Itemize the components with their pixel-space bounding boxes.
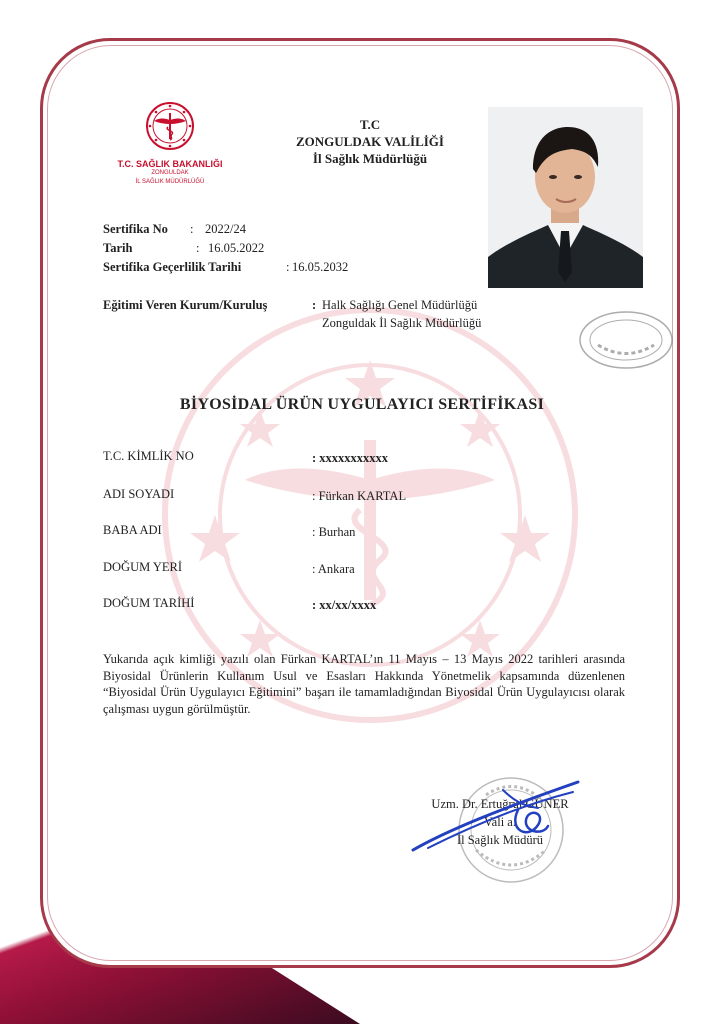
issuer-header (270, 116, 470, 167)
validity-value: 16.05.2032 (292, 260, 349, 274)
institution-label: Eğitimi Veren Kurum/Kuruluş (103, 298, 268, 312)
ministry-logo (112, 100, 228, 187)
logo-subtitle-office: İL SAĞLIK MÜDÜRLÜĞÜ (135, 179, 205, 185)
holder-photo (488, 107, 643, 288)
cert-no-value: 2022/24 (205, 222, 246, 236)
field-label-tc-no: T.C. KİMLİK NO (103, 449, 194, 463)
validity-label: Sertifika Geçerlilik Tarihi (103, 260, 242, 274)
cert-no-sep: : (190, 222, 194, 236)
field-value-name: : Fürkan KARTAL (312, 489, 407, 503)
header-line-1: T.C (359, 117, 381, 132)
certificate-title: BİYOSİDAL ÜRÜN UYGULAYICI SERTİFİKASI (179, 396, 545, 413)
signatory-name: Uzm. Dr. Ertuğrul GÜNER (431, 797, 569, 811)
header-line-2: ZONGULDAK VALİLİĞİ (296, 134, 444, 149)
field-label-birthplace: DOĞUM YERİ (103, 560, 183, 574)
field-value-birthplace: : Ankara (312, 562, 355, 576)
handwritten-signature (408, 770, 588, 860)
signatory-office: İl Sağlık Müdürü (456, 833, 544, 847)
institution-line-2: Zonguldak İl Sağlık Müdürlüğü (322, 316, 482, 330)
date-label: Tarih (103, 241, 133, 255)
field-label-father: BABA ADI (103, 523, 162, 537)
person-portrait-icon (488, 107, 643, 288)
cert-no-label: Sertifika No (103, 222, 168, 236)
date-value: 16.05.2022 (208, 241, 265, 255)
institution-line-1: Halk Sağlığı Genel Müdürlüğü (322, 298, 478, 312)
validity-sep: : (286, 260, 290, 274)
logo-title: T.C. SAĞLIK BAKANLIĞI (117, 159, 223, 169)
date-sep: : (196, 241, 200, 255)
certificate-statement: Yukarıda açık kimliği yazılı olan Fürkan KARTAL’ın 11 Mayıs – 13 Mayıs 2022 tarihleri arasında Biyosidal Ürünlerin Kullanım Usul ve Esasları Hakkında Yönetmelik kapsamında düzenlenen “Biyosidal Ürün Uygulayıcı Eğitimini” başarı ile tamamladığından Biyosidal Ürün Uygulayıcısı olarak çalışması uygun görülmüştür. (103, 652, 625, 716)
field-label-name: ADI SOYADI (103, 487, 175, 501)
field-value-father: : Burhan (312, 525, 356, 539)
logo-subtitle-city: ZONGULDAK (151, 170, 189, 176)
signatory-role: Vali a. (484, 815, 516, 829)
ministry-emblem-icon (144, 100, 196, 152)
field-value-birthdate: : xx/xx/xxxx (312, 598, 377, 612)
official-stamp-icon (568, 300, 676, 370)
header-line-3: İl Sağlık Müdürlüğü (312, 151, 428, 166)
institution-sep: : (312, 298, 317, 312)
field-value-tc-no: : xxxxxxxxxxx (312, 451, 389, 465)
field-label-birthdate: DOĞUM TARİHİ (103, 596, 195, 610)
